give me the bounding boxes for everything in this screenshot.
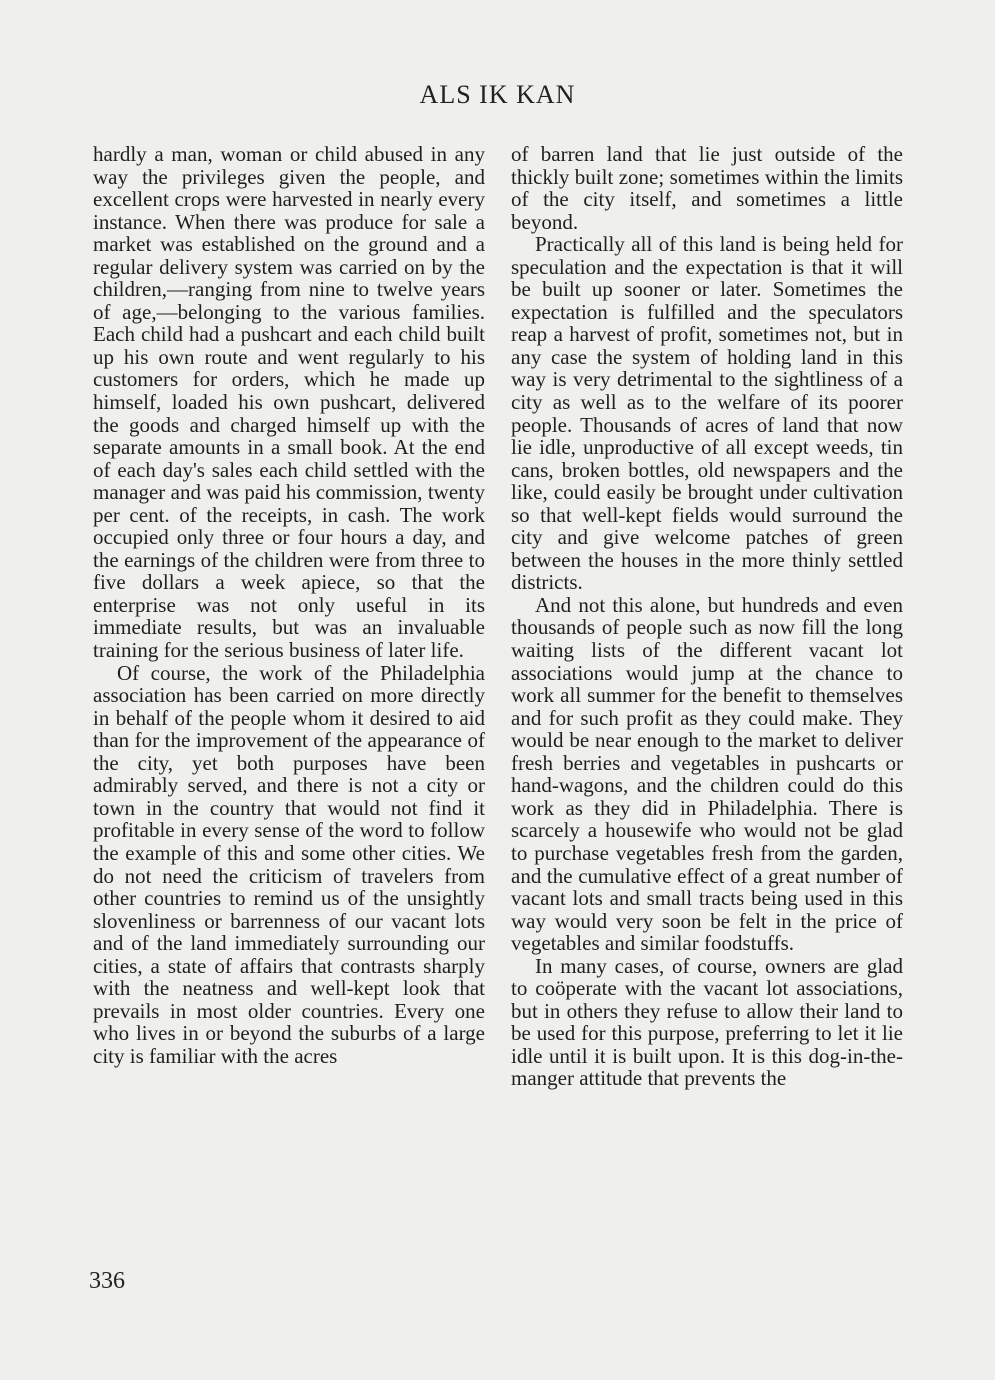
left-column <box>93 143 485 1067</box>
right-column <box>511 143 903 1090</box>
running-title: ALS IK KAN <box>419 80 576 109</box>
paragraph: of barren land that lie just outside of the thickly built zone; sometimes within the limits of the city itself, and sometimes a little beyond. <box>511 142 903 234</box>
paragraph: hardly a man, woman or child abused in any way the privileges given the people, and excellent crops were harvested in nearly every instance. When there was produce for sale a market was established on the ground and a regular delivery system was carried on by the children,—ranging from nine to twelve years of age,—belonging to the various families. Each child had a pushcart and each child built up his own route and went regularly to his customers for orders, which he made up himself, loaded his own pushcart, delivered the goods and charged himself up with the separate amounts in a small book. At the end of each day's sales each child settled with the manager and was paid his commission, twenty per cent. of the receipts, in cash. The work occupied only three or four hours a day, and the earnings of the children were from three to five dollars a week apiece, so that the enterprise was not only useful in its immediate results, but was an invaluable training for the serious business of later life. <box>93 142 485 663</box>
paragraph: Practically all of this land is being held for speculation and the expectation is that it will be built up sooner or later. Sometimes the expectation is fulfilled and the speculators reap a harvest of profit, sometimes not, but in any case the system of holding land in this way is very detrimental to the sightliness of a city as well as to the welfare of its poorer people. Thousands of acres of land that now lie idle, unproductive of all except weeds, tin cans, broken bottles, old newspapers and the like, could easily be brought under cultivation so that well-kept fields would surround the city and give welcome patches of green between the houses in the more thinly settled districts. <box>511 232 903 595</box>
paragraph: In many cases, of course, owners are glad to coöperate with the vacant lot associations, but in others they refuse to allow their land to be used for this purpose, preferring to let it lie idle until it is built upon. It is this dog-in-the-manger attitude that prevents the <box>511 953 903 1091</box>
page-number: 336 <box>89 1268 125 1294</box>
paragraph: And not this alone, but hundreds and even thousands of people such as now fill the long waiting lists of the different vacant lot associations would jump at the chance to work all summer for the benefit to themselves and for such profit as they could make. They would be near enough to the market to deliver fresh berries and vegetables in pushcarts or hand-wagons, and the children could do this work as they did in Philadelphia. There is scarcely a housewife who would not be glad to purchase vegetables fresh from the garden, and the cumulative effect of a great number of vacant lots and small tracts being used in this way would very soon be felt in the price of vegetables and similar foodstuffs. <box>511 592 903 956</box>
paragraph: Of course, the work of the Philadelphia association has been carried on more directly in behalf of the people whom it desired to aid than for the improvement of the appearance of the city, yet both purposes have been admirably served, and there is not a city or town in the country that would not find it profitable in every sense of the word to follow the example of this and some other cities. We do not need the criticism of travelers from other countries to remind us of the unsightly slovenliness or barrenness of our vacant lots and of the land immediately surrounding our cities, a state of affairs that contrasts sharply with the neatness and well-kept look that prevails in most older countries. Every one who lives in or beyond the suburbs of a large city is familiar with the acres <box>93 660 485 1068</box>
